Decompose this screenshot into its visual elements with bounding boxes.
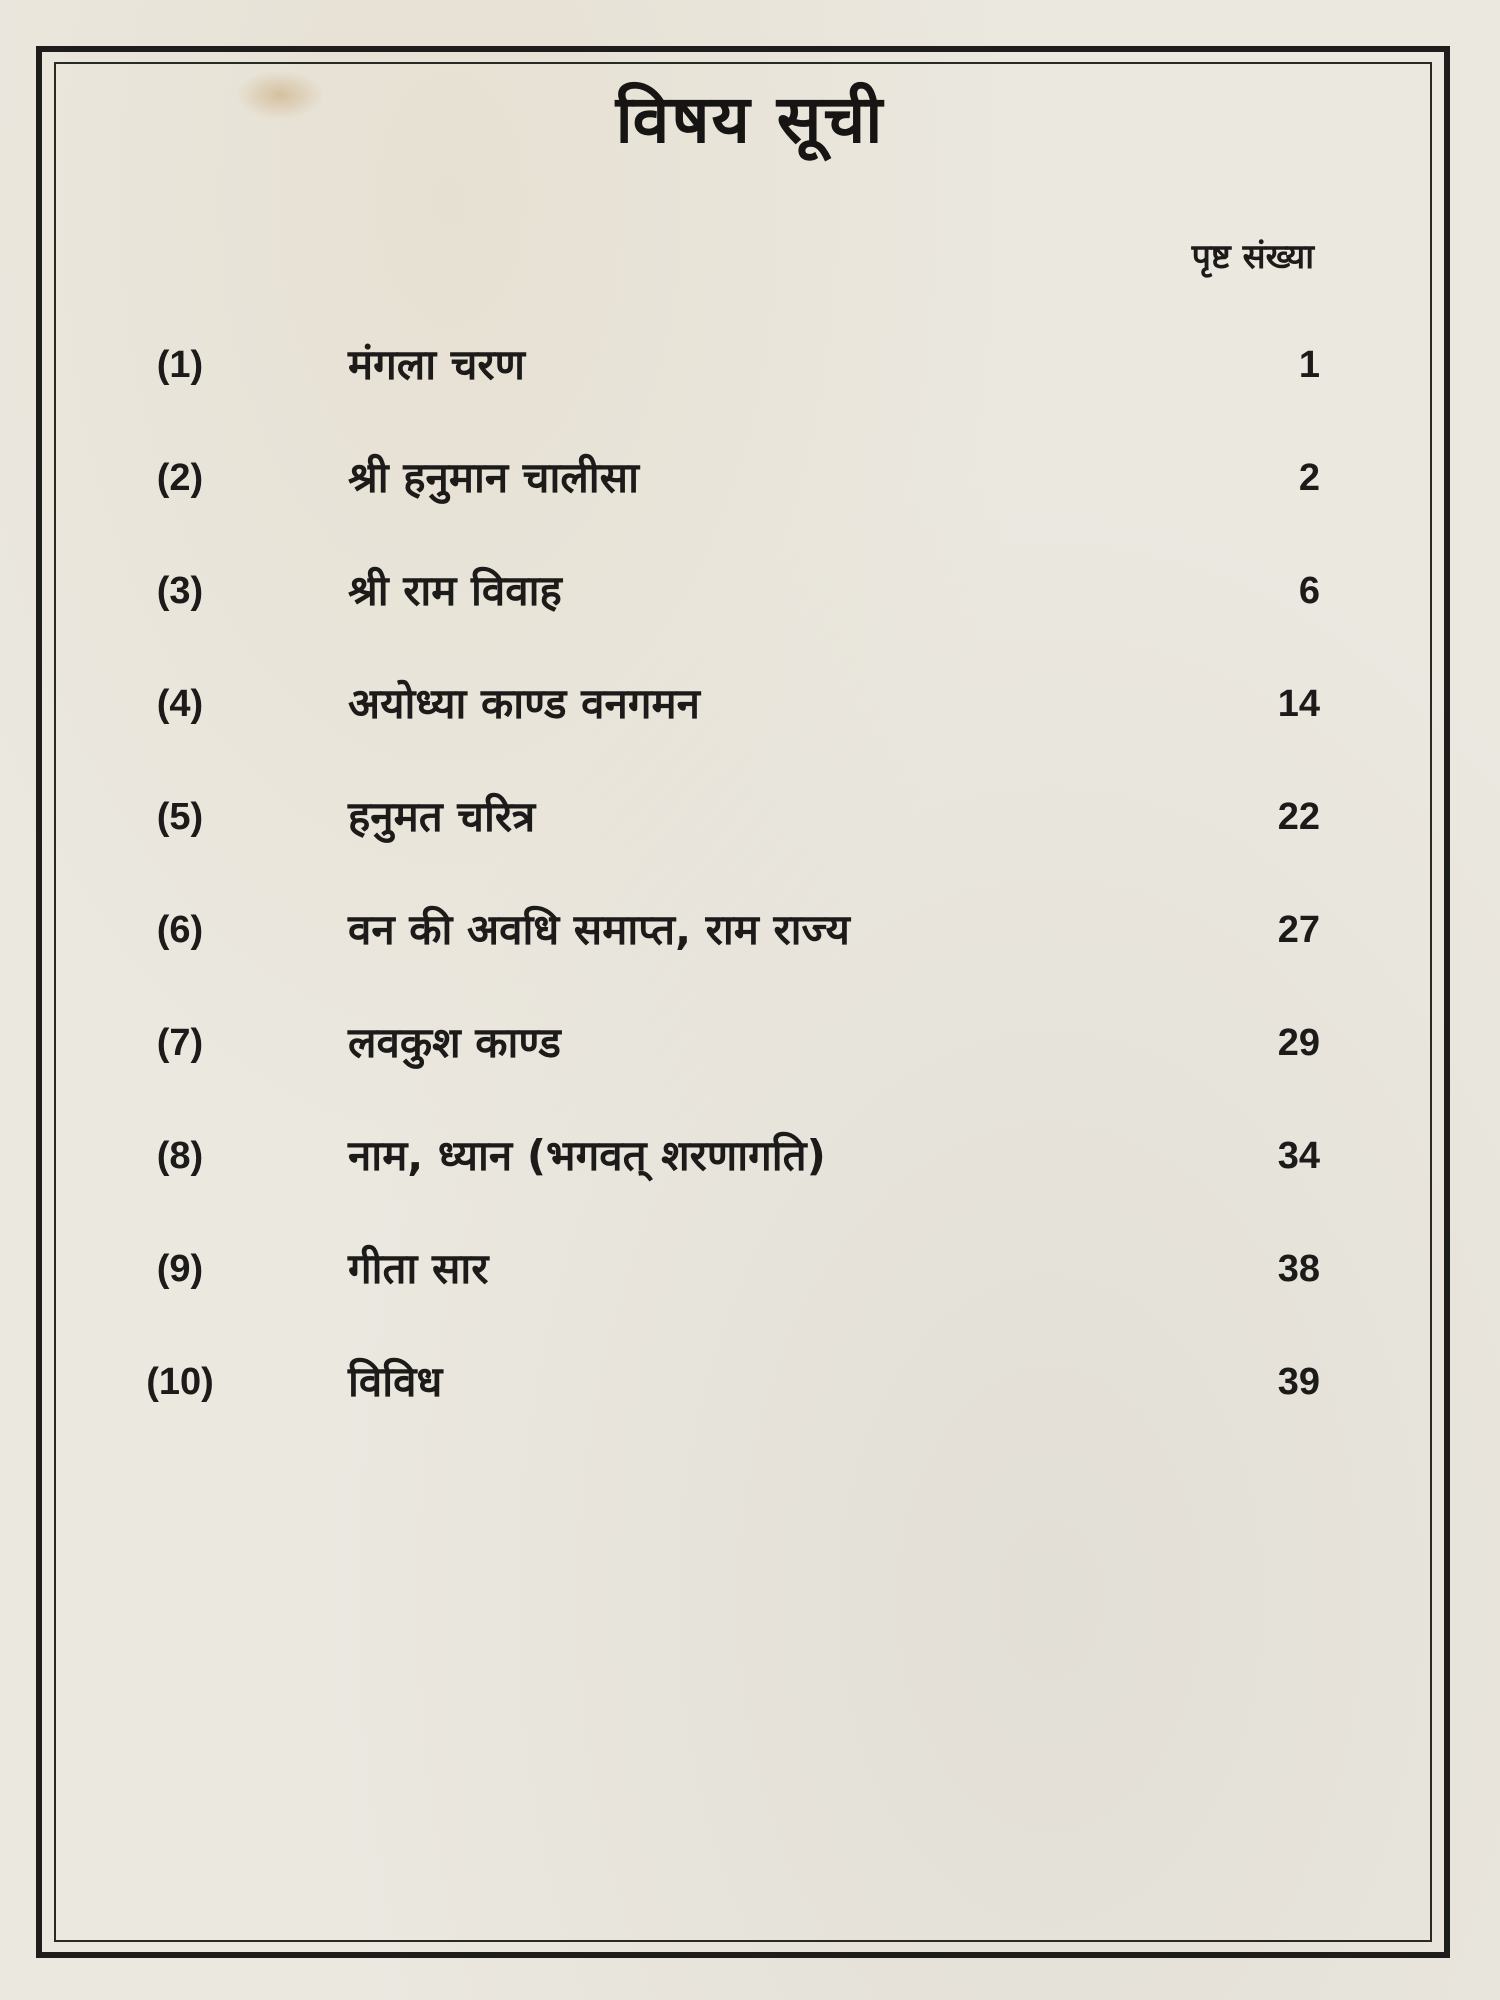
entry-number: (5) (156, 796, 204, 838)
entry-title: श्री हनुमान चालीसा (348, 453, 639, 502)
toc-entry (120, 895, 1320, 965)
entry-page-number: 14 (1277, 683, 1320, 725)
page-number-column-header: पृष्ट संख्या (1191, 237, 1314, 277)
entry-title: गीता सार (348, 1244, 489, 1293)
entry-page-number: 22 (1277, 796, 1320, 838)
toc-entry (120, 1008, 1320, 1078)
entry-number: (2) (156, 457, 204, 499)
entry-number: (8) (156, 1135, 204, 1177)
toc-entry (120, 330, 1320, 400)
toc-entry (120, 556, 1320, 626)
entry-title: विविध (348, 1357, 443, 1406)
entry-number: (10) (146, 1361, 214, 1403)
entry-title: हनुमत चरित्र (348, 792, 536, 841)
toc-entry (120, 1121, 1320, 1191)
entry-page-number: 34 (1277, 1135, 1320, 1177)
entry-title: वन की अवधि समाप्त, राम राज्य (348, 905, 850, 954)
toc-entry (120, 782, 1320, 852)
entry-page-number: 1 (1298, 344, 1320, 386)
entry-number: (9) (156, 1248, 204, 1290)
entry-number: (7) (156, 1022, 204, 1064)
toc-entry (120, 1347, 1320, 1417)
entry-title: मंगला चरण (348, 340, 525, 389)
page-title: विषय सूची (615, 81, 885, 158)
entry-page-number: 38 (1277, 1248, 1320, 1290)
entry-title: लवकुश काण्ड (348, 1018, 561, 1067)
entry-number: (3) (156, 570, 204, 612)
toc-entry (120, 1234, 1320, 1304)
entry-page-number: 27 (1277, 909, 1320, 951)
entry-title: श्री राम विवाह (348, 566, 562, 615)
entry-page-number: 6 (1298, 570, 1320, 612)
entry-page-number: 2 (1298, 457, 1320, 499)
toc-entry (120, 443, 1320, 513)
entry-title: अयोध्या काण्ड वनगमन (348, 679, 700, 728)
entry-title: नाम, ध्यान (भगवत् शरणागति) (348, 1131, 826, 1180)
entry-number: (6) (156, 909, 204, 951)
toc-entry (120, 669, 1320, 739)
entry-number: (4) (156, 683, 204, 725)
entry-page-number: 29 (1277, 1022, 1320, 1064)
entry-number: (1) (156, 344, 204, 386)
entry-page-number: 39 (1277, 1361, 1320, 1403)
